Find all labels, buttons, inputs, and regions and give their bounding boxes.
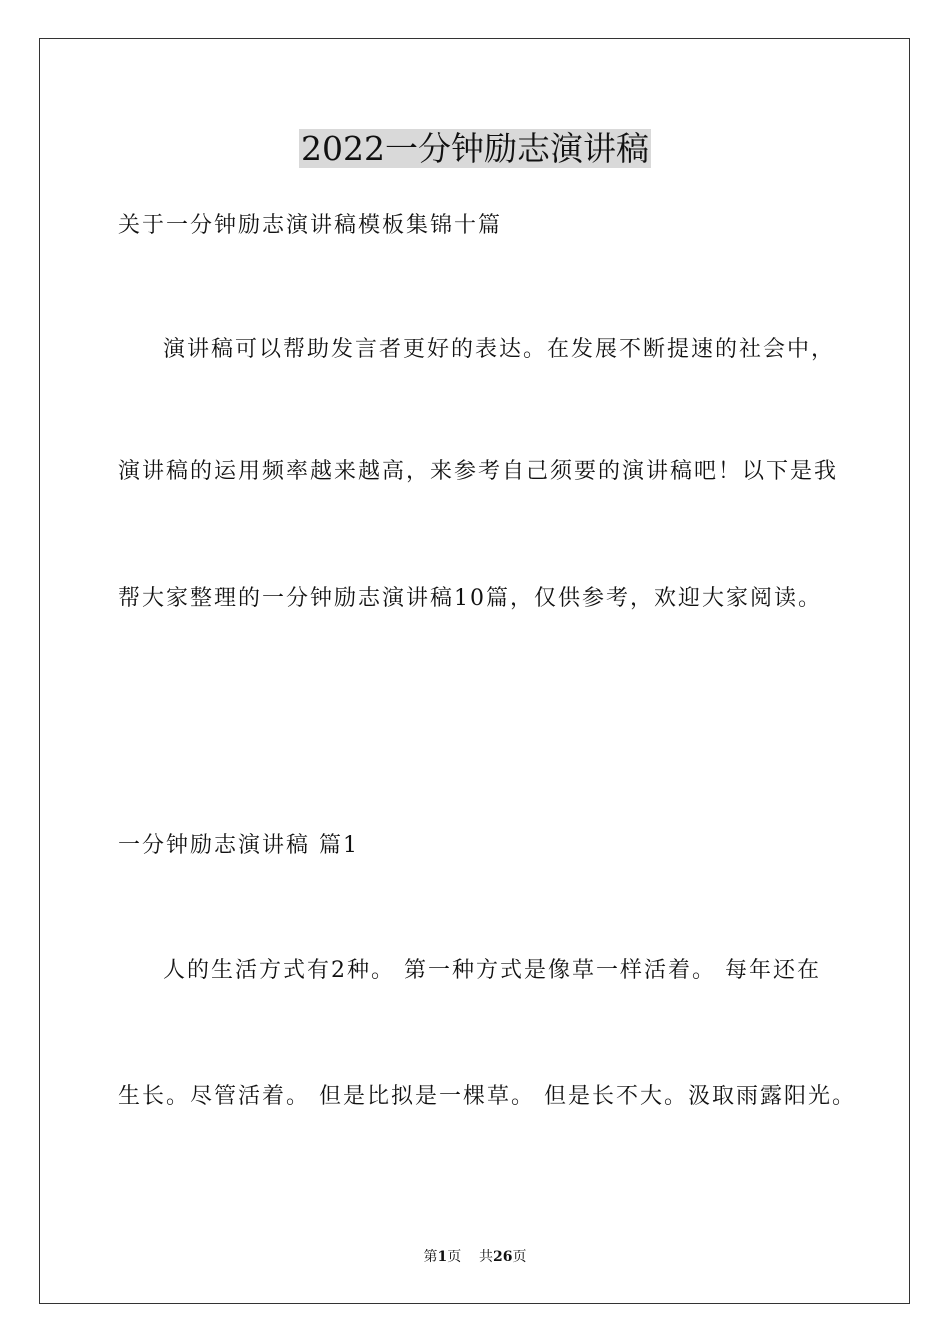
footer-page-total: 26 — [493, 1249, 513, 1265]
intro-line-1: 演讲稿可以帮助发言者更好的表达。在发展不断提速的社会中， — [163, 337, 836, 362]
footer-total-unit: 页 — [512, 1249, 527, 1265]
document-subtitle: 关于一分钟励志演讲稿模板集锦十篇 — [118, 213, 503, 238]
footer-page-unit: 页 — [447, 1249, 462, 1265]
intro-line-3: 帮大家整理的一分钟励志演讲稿10篇，仅供参考，欢迎大家阅读。 — [118, 586, 822, 611]
intro-line-2: 演讲稿的运用频率越来越高，来参考自己须要的演讲稿吧！以下是我 — [118, 459, 839, 484]
document-title — [0, 128, 950, 170]
document-title-text: 2022一分钟励志演讲稿 — [301, 129, 649, 168]
section-body-line-2: 生长。尽管活着。 但是比拟是一棵草。 但是长不大。汲取雨露阳光。 — [118, 1084, 856, 1109]
footer-page-prefix: 第 — [423, 1249, 438, 1265]
section-body-line-1: 人的生活方式有2种。 第一种方式是像草一样活着。 每年还在 — [163, 958, 821, 983]
footer-page-current: 1 — [437, 1249, 448, 1265]
footer-total-prefix: 共 — [479, 1249, 494, 1265]
page-footer — [0, 1247, 950, 1267]
section-heading: 一分钟励志演讲稿 篇1 — [118, 833, 359, 858]
